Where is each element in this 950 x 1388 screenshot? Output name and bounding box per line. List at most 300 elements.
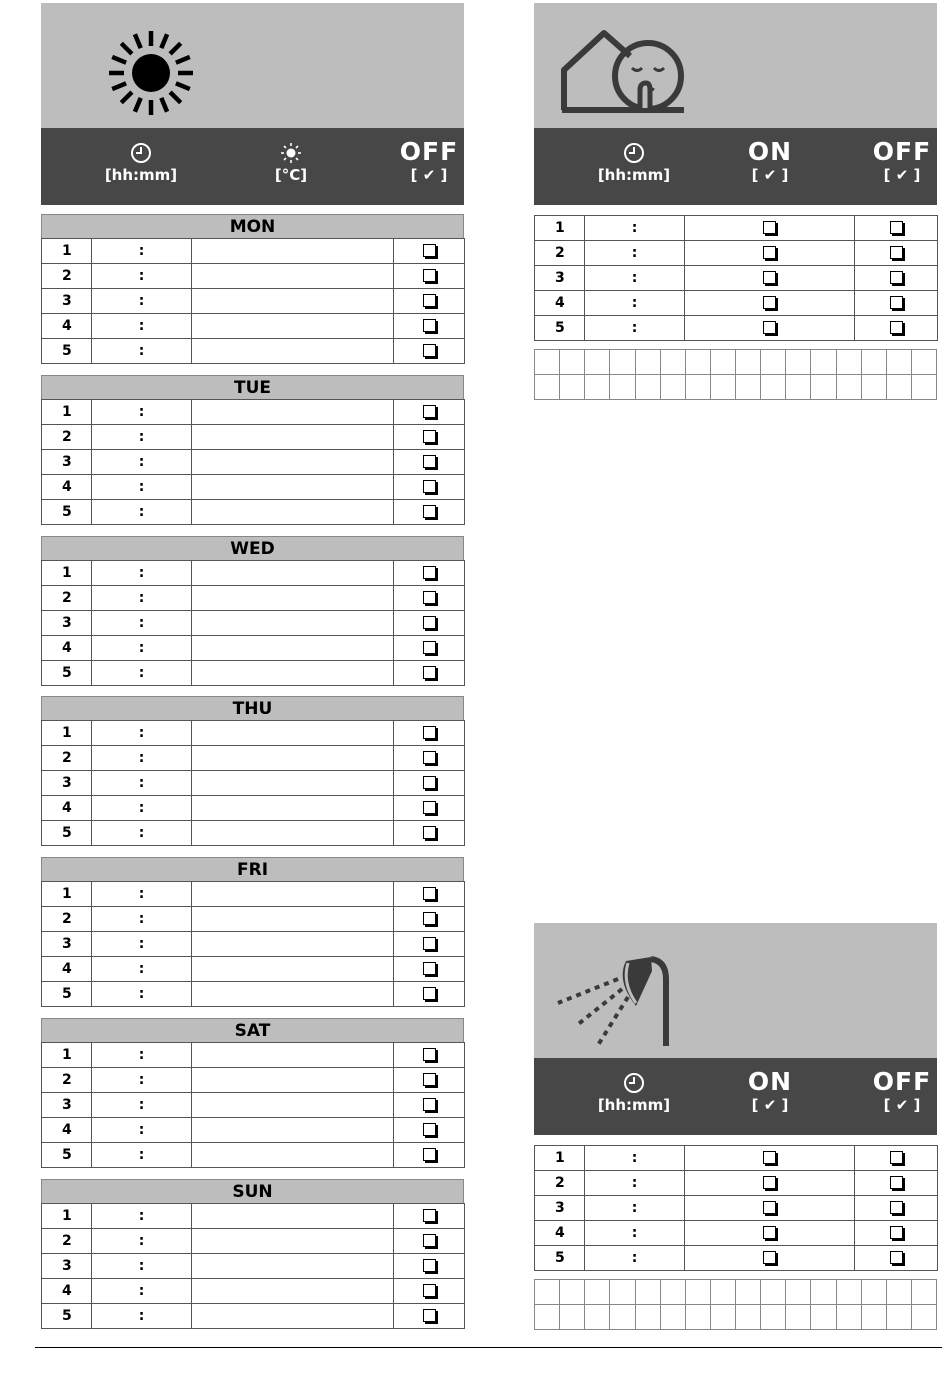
- checkbox[interactable]: [890, 1201, 903, 1214]
- checkbox[interactable]: [890, 1151, 903, 1164]
- notes-cell[interactable]: [761, 375, 786, 400]
- notes-cell[interactable]: [660, 350, 685, 375]
- notes-cell[interactable]: [736, 350, 761, 375]
- checkbox[interactable]: [763, 1201, 776, 1214]
- notes-cell[interactable]: [861, 1305, 886, 1330]
- slot-number: 1: [42, 561, 92, 586]
- slot-number: 1: [42, 721, 92, 746]
- checkbox[interactable]: [423, 319, 436, 332]
- temperature-input[interactable]: [192, 239, 394, 264]
- notes-cell[interactable]: [836, 1280, 861, 1305]
- notes-cell[interactable]: [635, 1305, 660, 1330]
- time-input[interactable]: :: [585, 316, 685, 341]
- checkbox[interactable]: [890, 1226, 903, 1239]
- time-input[interactable]: :: [92, 1304, 192, 1329]
- checkbox[interactable]: [423, 1098, 436, 1111]
- notes-cell[interactable]: [535, 375, 560, 400]
- off-cell: [394, 400, 465, 425]
- time-input[interactable]: :: [585, 1221, 685, 1246]
- time-format-label: [hh:mm]: [597, 166, 671, 184]
- notes-cell[interactable]: [786, 375, 811, 400]
- checkbox[interactable]: [423, 566, 436, 579]
- slot-number: 5: [42, 1143, 92, 1168]
- temperature-unit-label: [°C]: [274, 166, 308, 184]
- time-input[interactable]: :: [92, 1254, 192, 1279]
- notes-cell[interactable]: [535, 350, 560, 375]
- time-input[interactable]: :: [92, 1204, 192, 1229]
- slot-number: 2: [42, 425, 92, 450]
- notes-cell[interactable]: [635, 1280, 660, 1305]
- table-row: [42, 339, 465, 364]
- temperature-input[interactable]: [192, 882, 394, 907]
- on-cell: [685, 1221, 855, 1246]
- time-input[interactable]: :: [92, 425, 192, 450]
- off-cell: [394, 636, 465, 661]
- checkbox[interactable]: [890, 246, 903, 259]
- temperature-input[interactable]: [192, 314, 394, 339]
- day-schedule-table: [41, 1042, 465, 1168]
- notes-cell[interactable]: [761, 350, 786, 375]
- day-schedule-table: [41, 238, 465, 364]
- time-input[interactable]: :: [92, 450, 192, 475]
- checkbox[interactable]: [890, 296, 903, 309]
- slot-number: 3: [42, 611, 92, 636]
- checkbox[interactable]: [423, 641, 436, 654]
- temperature-input[interactable]: [192, 821, 394, 846]
- notes-cell[interactable]: [786, 1305, 811, 1330]
- notes-cell[interactable]: [911, 1280, 936, 1305]
- shower-icon-area: [534, 923, 937, 1058]
- table-row: [535, 1171, 938, 1196]
- checkbox[interactable]: [423, 405, 436, 418]
- checkbox[interactable]: [423, 912, 436, 925]
- slot-number: 3: [535, 266, 585, 291]
- checkbox[interactable]: [423, 1123, 436, 1136]
- table-row: [535, 1196, 938, 1221]
- time-input[interactable]: :: [92, 1118, 192, 1143]
- time-input[interactable]: :: [92, 1279, 192, 1304]
- temperature-input[interactable]: [192, 1068, 394, 1093]
- time-input[interactable]: :: [92, 475, 192, 500]
- time-input[interactable]: :: [92, 1093, 192, 1118]
- temperature-input[interactable]: [192, 425, 394, 450]
- notes-cell[interactable]: [560, 350, 585, 375]
- slot-number: 4: [42, 796, 92, 821]
- checkbox[interactable]: [423, 1284, 436, 1297]
- off-cell: [394, 771, 465, 796]
- time-input[interactable]: :: [92, 239, 192, 264]
- notes-cell[interactable]: [560, 375, 585, 400]
- slot-number: 5: [42, 500, 92, 525]
- slot-number: 5: [42, 661, 92, 686]
- notes-cell[interactable]: [660, 375, 685, 400]
- checkbox[interactable]: [763, 246, 776, 259]
- off-cell: [394, 721, 465, 746]
- temperature-input[interactable]: [192, 636, 394, 661]
- time-input[interactable]: :: [585, 1196, 685, 1221]
- time-input[interactable]: :: [92, 561, 192, 586]
- table-row: [42, 264, 465, 289]
- time-input[interactable]: :: [92, 796, 192, 821]
- table-row: [42, 982, 465, 1007]
- time-input[interactable]: :: [92, 661, 192, 686]
- on-cell: [685, 291, 855, 316]
- time-input[interactable]: :: [92, 289, 192, 314]
- temperature-input[interactable]: [192, 500, 394, 525]
- time-input[interactable]: :: [92, 264, 192, 289]
- off-cell: [394, 1254, 465, 1279]
- temperature-input[interactable]: [192, 339, 394, 364]
- checkbox[interactable]: [763, 321, 776, 334]
- table-row: [535, 241, 938, 266]
- slot-number: 4: [535, 291, 585, 316]
- checkbox[interactable]: [423, 1048, 436, 1061]
- table-row: [42, 661, 465, 686]
- notes-cell[interactable]: [836, 1305, 861, 1330]
- notes-cell[interactable]: [660, 1280, 685, 1305]
- table-row: [42, 1143, 465, 1168]
- small-sun-icon: [280, 142, 302, 164]
- notes-cell[interactable]: [685, 1305, 710, 1330]
- notes-cell[interactable]: [635, 375, 660, 400]
- day-header: THU: [41, 696, 464, 720]
- time-input[interactable]: :: [585, 291, 685, 316]
- slot-number: 4: [42, 636, 92, 661]
- notes-cell[interactable]: [560, 1305, 585, 1330]
- notes-cell[interactable]: [861, 350, 886, 375]
- notes-cell[interactable]: [535, 1305, 560, 1330]
- notes-cell[interactable]: [710, 1305, 735, 1330]
- checkbox[interactable]: [763, 271, 776, 284]
- checkbox[interactable]: [423, 430, 436, 443]
- clock-icon: [623, 1072, 645, 1094]
- checkbox[interactable]: [890, 1176, 903, 1189]
- slot-number: 1: [535, 1146, 585, 1171]
- time-input[interactable]: :: [92, 611, 192, 636]
- temperature-input[interactable]: [192, 400, 394, 425]
- checkbox[interactable]: [423, 937, 436, 950]
- slot-number: 5: [42, 821, 92, 846]
- on-label: ON: [747, 137, 793, 166]
- notes-cell[interactable]: [685, 350, 710, 375]
- table-row: [42, 721, 465, 746]
- checkbox[interactable]: [890, 321, 903, 334]
- checkbox[interactable]: [423, 1148, 436, 1161]
- checkbox[interactable]: [423, 1234, 436, 1247]
- checkbox[interactable]: [763, 296, 776, 309]
- notes-cell[interactable]: [786, 350, 811, 375]
- time-input[interactable]: :: [92, 721, 192, 746]
- time-input[interactable]: :: [92, 1229, 192, 1254]
- day-schedule-table: [41, 560, 465, 686]
- time-input[interactable]: :: [585, 241, 685, 266]
- notes-cell[interactable]: [786, 1280, 811, 1305]
- checkbox[interactable]: [423, 751, 436, 764]
- day-header: WED: [41, 536, 464, 560]
- checkbox[interactable]: [763, 1151, 776, 1164]
- time-input[interactable]: :: [585, 1146, 685, 1171]
- checkbox[interactable]: [423, 480, 436, 493]
- slot-number: 3: [42, 289, 92, 314]
- time-input[interactable]: :: [92, 821, 192, 846]
- checkbox[interactable]: [423, 666, 436, 679]
- on-label: ON: [747, 1067, 793, 1096]
- notes-cell[interactable]: [710, 375, 735, 400]
- time-input[interactable]: :: [92, 746, 192, 771]
- checkbox[interactable]: [423, 505, 436, 518]
- temperature-input[interactable]: [192, 907, 394, 932]
- off-cell: [855, 1221, 938, 1246]
- notes-cell[interactable]: [736, 1280, 761, 1305]
- time-input[interactable]: :: [92, 500, 192, 525]
- notes-cell[interactable]: [736, 1305, 761, 1330]
- time-format-label: [hh:mm]: [104, 166, 178, 184]
- notes-cell[interactable]: [811, 1305, 836, 1330]
- time-input[interactable]: :: [92, 771, 192, 796]
- off-check-label: [ ✔ ]: [883, 1096, 921, 1114]
- off-cell: [394, 746, 465, 771]
- notes-cell[interactable]: [886, 375, 911, 400]
- notes-cell[interactable]: [635, 350, 660, 375]
- checkbox[interactable]: [423, 269, 436, 282]
- off-cell: [394, 821, 465, 846]
- checkbox[interactable]: [423, 887, 436, 900]
- time-input[interactable]: :: [92, 1068, 192, 1093]
- temperature-input[interactable]: [192, 475, 394, 500]
- time-column-header: [91, 128, 191, 205]
- notes-cell[interactable]: [585, 1305, 610, 1330]
- notes-cell[interactable]: [710, 350, 735, 375]
- slot-number: 2: [535, 1171, 585, 1196]
- notes-row: [535, 350, 937, 375]
- time-input[interactable]: :: [92, 882, 192, 907]
- time-input[interactable]: :: [92, 314, 192, 339]
- clock-icon: [130, 142, 152, 164]
- time-input[interactable]: :: [92, 957, 192, 982]
- checkbox[interactable]: [423, 801, 436, 814]
- notes-cell[interactable]: [836, 350, 861, 375]
- checkbox[interactable]: [763, 1176, 776, 1189]
- temperature-input[interactable]: [192, 289, 394, 314]
- checkbox[interactable]: [423, 591, 436, 604]
- off-cell: [394, 1204, 465, 1229]
- checkbox[interactable]: [423, 1209, 436, 1222]
- day-header: SUN: [41, 1179, 464, 1203]
- table-row: [42, 586, 465, 611]
- temperature-input[interactable]: [192, 957, 394, 982]
- notes-cell[interactable]: [761, 1280, 786, 1305]
- time-input[interactable]: :: [585, 1171, 685, 1196]
- time-input[interactable]: :: [92, 586, 192, 611]
- temperature-input[interactable]: [192, 1229, 394, 1254]
- off-column-header: [386, 128, 472, 205]
- heating-header-bar: [41, 128, 464, 205]
- on-cell: [685, 1246, 855, 1271]
- temperature-input[interactable]: [192, 1143, 394, 1168]
- checkbox[interactable]: [890, 1251, 903, 1264]
- notes-cell[interactable]: [886, 350, 911, 375]
- temperature-input[interactable]: [192, 450, 394, 475]
- notes-cell[interactable]: [886, 1280, 911, 1305]
- temperature-input[interactable]: [192, 586, 394, 611]
- time-input[interactable]: :: [92, 339, 192, 364]
- temperature-input[interactable]: [192, 1204, 394, 1229]
- slot-number: 5: [42, 339, 92, 364]
- checkbox[interactable]: [423, 962, 436, 975]
- notes-grid: [534, 1279, 937, 1330]
- checkbox[interactable]: [423, 616, 436, 629]
- checkbox[interactable]: [763, 1226, 776, 1239]
- off-column-header: [859, 1058, 945, 1135]
- off-column-header: [859, 128, 945, 205]
- off-cell: [394, 239, 465, 264]
- slot-number: 1: [42, 1204, 92, 1229]
- slot-number: 1: [42, 239, 92, 264]
- checkbox[interactable]: [423, 726, 436, 739]
- checkbox[interactable]: [423, 344, 436, 357]
- notes-cell[interactable]: [736, 375, 761, 400]
- off-label: OFF: [872, 1067, 932, 1096]
- notes-cell[interactable]: [560, 1280, 585, 1305]
- time-input[interactable]: :: [585, 266, 685, 291]
- time-input[interactable]: :: [92, 907, 192, 932]
- table-row: [42, 1043, 465, 1068]
- on-column-header: [730, 128, 810, 205]
- notes-cell[interactable]: [685, 375, 710, 400]
- off-cell: [855, 1146, 938, 1171]
- notes-cell[interactable]: [610, 1305, 635, 1330]
- temperature-input[interactable]: [192, 982, 394, 1007]
- temperature-input[interactable]: [192, 611, 394, 636]
- notes-cell[interactable]: [585, 375, 610, 400]
- notes-cell[interactable]: [911, 375, 936, 400]
- table-row: [42, 1279, 465, 1304]
- notes-cell[interactable]: [710, 1280, 735, 1305]
- temperature-input[interactable]: [192, 561, 394, 586]
- notes-cell[interactable]: [610, 375, 635, 400]
- checkbox[interactable]: [890, 271, 903, 284]
- time-input[interactable]: :: [92, 932, 192, 957]
- notes-cell[interactable]: [811, 375, 836, 400]
- time-input[interactable]: :: [92, 982, 192, 1007]
- checkbox[interactable]: [763, 221, 776, 234]
- house-quiet-icon: [556, 28, 691, 118]
- notes-cell[interactable]: [610, 350, 635, 375]
- temperature-input[interactable]: [192, 932, 394, 957]
- temperature-input[interactable]: [192, 1118, 394, 1143]
- temperature-input[interactable]: [192, 796, 394, 821]
- notes-cell[interactable]: [761, 1305, 786, 1330]
- temperature-input[interactable]: [192, 1043, 394, 1068]
- checkbox[interactable]: [423, 1073, 436, 1086]
- shower-header-bar: [534, 1058, 937, 1135]
- checkbox[interactable]: [763, 1251, 776, 1264]
- notes-cell[interactable]: [861, 375, 886, 400]
- table-row: [42, 1118, 465, 1143]
- notes-cell[interactable]: [836, 375, 861, 400]
- time-column-header: [584, 1058, 684, 1135]
- table-row: [42, 561, 465, 586]
- slot-number: 5: [42, 1304, 92, 1329]
- temperature-input[interactable]: [192, 661, 394, 686]
- checkbox[interactable]: [423, 1309, 436, 1322]
- table-row: [42, 821, 465, 846]
- time-input[interactable]: :: [585, 216, 685, 241]
- off-cell: [394, 425, 465, 450]
- table-row: [42, 400, 465, 425]
- off-check-label: [ ✔ ]: [883, 166, 921, 184]
- off-cell: [394, 500, 465, 525]
- slot-number: 3: [42, 932, 92, 957]
- notes-cell[interactable]: [886, 1305, 911, 1330]
- checkbox[interactable]: [890, 221, 903, 234]
- notes-cell[interactable]: [535, 1280, 560, 1305]
- time-input[interactable]: :: [585, 1246, 685, 1271]
- temperature-input[interactable]: [192, 746, 394, 771]
- time-input[interactable]: :: [92, 1143, 192, 1168]
- notes-cell[interactable]: [861, 1280, 886, 1305]
- table-row: [42, 796, 465, 821]
- temperature-input[interactable]: [192, 771, 394, 796]
- notes-cell[interactable]: [911, 1305, 936, 1330]
- notes-cell[interactable]: [585, 350, 610, 375]
- checkbox[interactable]: [423, 776, 436, 789]
- slot-number: 5: [535, 316, 585, 341]
- table-row: [42, 1304, 465, 1329]
- checkbox[interactable]: [423, 987, 436, 1000]
- table-row: [535, 266, 938, 291]
- temperature-input[interactable]: [192, 1254, 394, 1279]
- temperature-input[interactable]: [192, 264, 394, 289]
- off-cell: [394, 661, 465, 686]
- notes-cell[interactable]: [811, 350, 836, 375]
- heating-icon-area: [41, 3, 464, 128]
- slot-number: 1: [42, 400, 92, 425]
- checkbox[interactable]: [423, 455, 436, 468]
- time-input[interactable]: :: [92, 636, 192, 661]
- notes-cell[interactable]: [685, 1280, 710, 1305]
- off-cell: [394, 1093, 465, 1118]
- slot-number: 1: [42, 1043, 92, 1068]
- checkbox[interactable]: [423, 244, 436, 257]
- time-input[interactable]: :: [92, 400, 192, 425]
- notes-cell[interactable]: [610, 1280, 635, 1305]
- temperature-input[interactable]: [192, 721, 394, 746]
- checkbox[interactable]: [423, 826, 436, 839]
- table-row: [42, 611, 465, 636]
- table-row: [42, 932, 465, 957]
- notes-cell[interactable]: [811, 1280, 836, 1305]
- slot-number: 2: [42, 907, 92, 932]
- time-format-label: [hh:mm]: [597, 1096, 671, 1114]
- quiet-header-bar: [534, 128, 937, 205]
- temperature-input[interactable]: [192, 1093, 394, 1118]
- time-column-header: [584, 128, 684, 205]
- on-check-label: [ ✔ ]: [751, 1096, 789, 1114]
- notes-cell[interactable]: [911, 350, 936, 375]
- checkbox[interactable]: [423, 294, 436, 307]
- off-cell: [394, 1043, 465, 1068]
- temperature-input[interactable]: [192, 1304, 394, 1329]
- slot-number: 2: [42, 586, 92, 611]
- on-cell: [685, 241, 855, 266]
- notes-cell[interactable]: [660, 1305, 685, 1330]
- checkbox[interactable]: [423, 1259, 436, 1272]
- temperature-input[interactable]: [192, 1279, 394, 1304]
- time-input[interactable]: :: [92, 1043, 192, 1068]
- notes-cell[interactable]: [585, 1280, 610, 1305]
- off-label: OFF: [872, 137, 932, 166]
